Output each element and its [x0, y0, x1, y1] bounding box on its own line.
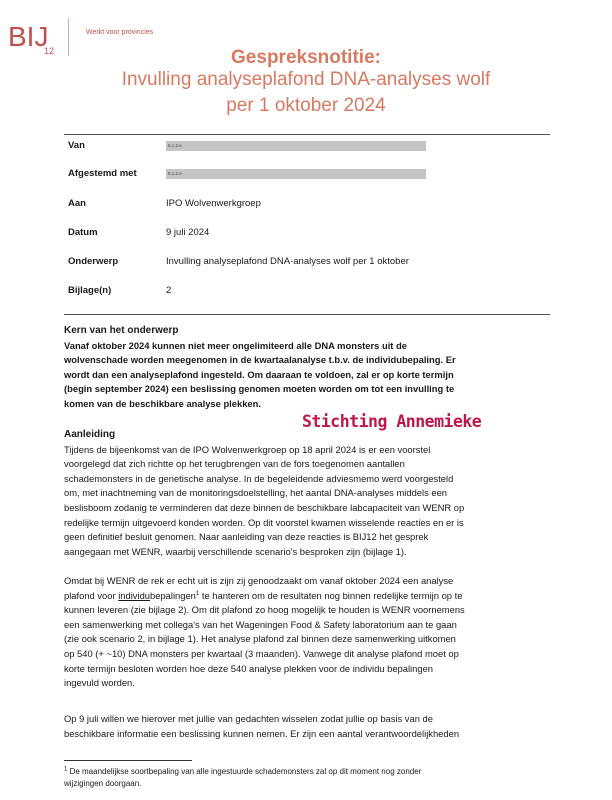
- kern-line: wolvenschade worden meegenomen in de kwartaalanalyse t.b.v. de individubepaling. Er: [64, 354, 456, 366]
- svg-text:BIJ: BIJ: [8, 21, 49, 52]
- para2-line-footnote: [64, 589, 554, 604]
- meta-row-afgestemd: [68, 168, 548, 184]
- kern-line: (begin september 2024) een beslissing genomen moeten worden om tot een invulling te: [64, 383, 455, 395]
- para1-line: schademonsters in de genetische analyse. In de begeleidende adviesmemo werd voorgesteld: [64, 472, 454, 484]
- para1-line: geen definitief besluit genomen. Naar aanleiding van deze reacties is BIJ12 het gesprek: [64, 531, 429, 543]
- meta-label-onderwerp: Onderwerp: [68, 256, 119, 267]
- meta-label-bijlage: Bijlage(n): [68, 285, 112, 296]
- kern-heading: Kern van het onderwerp: [64, 325, 179, 336]
- meta-row-datum: [68, 227, 548, 243]
- paragraph-2: [64, 574, 554, 691]
- para1-line: beslisboom zodanig te verminderen dat deze binnen de beschikbare labcapaciteit van WENR op: [64, 501, 465, 513]
- meta-row-onderwerp: [68, 256, 548, 272]
- meta-row-bijlage: [68, 285, 548, 301]
- document-title-line-3: per 1 oktober 2024: [226, 95, 386, 116]
- meta-label-van: Van: [68, 140, 85, 151]
- tagline: Werkt voor provincies: [86, 29, 154, 36]
- meta-row-aan: [68, 198, 548, 214]
- meta-value-onderwerp: Invulling analyseplafond DNA-analyses wolf per 1 oktober: [166, 256, 409, 267]
- para2-text: plafond voor: [64, 589, 119, 601]
- footnote-rule: [64, 760, 192, 761]
- para1-line: om, met inachtneming van de monitoringsdoelstelling, het aantal DNA-analyses middels een: [64, 487, 448, 499]
- document-title-line-1: Gespreksnotitie:: [231, 47, 381, 68]
- para1-line: redelijke termijn uitgevoerd konden worden. Op dit voorstel kwamen wisselende reacties en er is: [64, 516, 464, 528]
- meta-value-aan: IPO Wolvenwerkgroep: [166, 198, 261, 209]
- para2-line: op 540 (+ ~10) DNA monsters per kwartaal (3 maanden). Vanwege dit analyse plafond moet op: [64, 647, 459, 659]
- footnote-marker: 1: [64, 766, 68, 773]
- paragraph-3: [64, 712, 554, 741]
- meta-label-aan: Aan: [68, 198, 86, 209]
- redacted-van: 5.1.2.e: [166, 141, 426, 151]
- para2-line: korte termijn besloten worden hoe deze 540 analyse plekken voor de individu bepalingen: [64, 662, 433, 674]
- para2-line: (zie ook scenario 2, in bijlage 1). Het analyse plafond zal binnen deze samenwerking uitkomen: [64, 633, 456, 645]
- para2-text: bepalingen: [150, 589, 196, 601]
- footnote-ref[interactable]: 1: [195, 590, 200, 597]
- para1-line: aangegaan met WENR, waarbij verschillende scenario's besproken zijn (bijlage 1).: [64, 545, 407, 557]
- watermark-stamp: Stichting Annemieke: [302, 412, 482, 431]
- kern-section: [64, 324, 554, 412]
- para2-line: Omdat bij WENR de rek er echt uit is zijn zij genoodzaakt om vanaf oktober 2024 een analyse: [64, 575, 454, 586]
- kern-line: komen van de beschikbare analyse plekken.: [64, 397, 261, 409]
- redacted-afgestemd: 5.1.2.e: [166, 169, 426, 179]
- underlined-word: individu: [118, 589, 151, 601]
- para1-line: voorgelegd dat zich richtte op het terugbrengen van de fors toegenomen aantallen: [64, 458, 405, 470]
- footnote-text: wijzigingen doorgaan.: [64, 779, 142, 788]
- meta-label-afgestemd: Afgestemd met: [68, 168, 137, 179]
- kern-line: wordt dan een analyseplafond ingesteld. Om daaraan te voldoen, zal er op korte termijn: [64, 368, 454, 380]
- para1-line: Tijdens de bijeenkomst van de IPO Wolvenwerkgroep op 18 april 2024 is er een voorstel: [64, 443, 431, 455]
- meta-rule: [64, 314, 550, 315]
- footnote: [64, 766, 544, 790]
- svg-text:12: 12: [44, 46, 55, 56]
- para2-line: ingevuld worden.: [64, 677, 135, 689]
- para2-line: een samenwerking met collega's van het Wageningen Food & Safety laboratorium aan te gaan: [64, 618, 457, 630]
- meta-row-van: [68, 140, 548, 156]
- document-title-line-2: Invulling analyseplafond DNA-analyses wolf: [121, 69, 491, 90]
- aanleiding-heading: Aanleiding: [64, 429, 116, 440]
- para2-text: te hanteren om de resultaten nog binnen redelijke termijn op te: [199, 589, 463, 601]
- para3-line: Op 9 juli willen we hierover met jullie van gedachten wisselen zodat jullie op basis van de: [64, 713, 433, 724]
- para3-line: beschikbare informatie een beslissing kunnen nemen. Er zijn een aantal verantwoordelijkheden: [64, 727, 460, 739]
- meta-value-datum: 9 juli 2024: [166, 227, 210, 238]
- header-rule: [64, 134, 550, 135]
- meta-value-bijlage: 2: [166, 285, 172, 296]
- footnote-text: De maandelijkse soortbepaling van alle ingestuurde schademonsters zal op dit moment nog zonder: [67, 767, 422, 776]
- meta-label-datum: Datum: [68, 227, 98, 238]
- para2-line: kunnen leveren (zie bijlage 2). Om dit plafond zo hoog mogelijk te houden is WENR voornemens: [64, 604, 465, 616]
- aanleiding-section: [64, 428, 554, 559]
- kern-line: Vanaf oktober 2024 kunnen niet meer ongelimiteerd alle DNA monsters uit de: [64, 339, 407, 351]
